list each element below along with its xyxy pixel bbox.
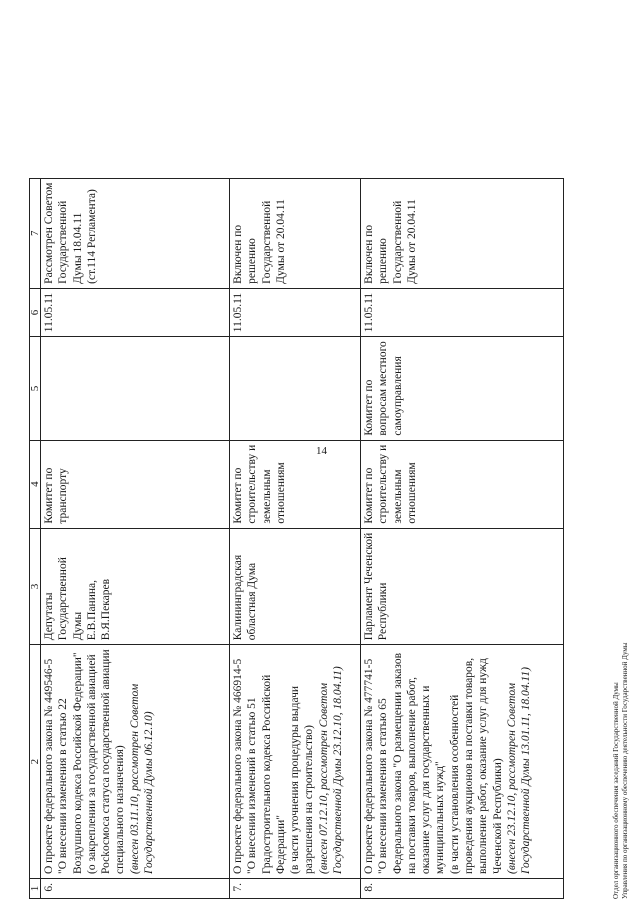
column-header: 7 [30,178,41,288]
table-row [230,178,361,898]
cell-line: Рассмотрен Советом [43,182,55,284]
cell-line: Государственной [57,200,70,284]
cell-line: О проекте федерального закона № 477741-5 [363,658,375,874]
author-cell [230,528,361,645]
footer-line: Управления по организационному обеспечению деятельности Государственной Думы [621,642,629,899]
cell-line: Государственной [391,200,404,284]
cell-line: Государственной [260,200,273,284]
cell-line: (в части установления особенностей [448,694,461,874]
cell-line: Комитет по [43,467,55,524]
date-cell: 11.05.11 [41,288,230,336]
committee-cell [361,440,564,528]
cell-line: выполнение работ, оказание услуг для нужд [477,658,490,874]
table-row [41,178,230,898]
footer-line: Отдел организационного обеспечения заседаний Государственной Думы [612,682,620,899]
committee-cell [230,440,361,528]
cell-line: (внесен 23.12.10, рассмотрен Советом [505,682,518,874]
co-committee-cell [230,337,361,440]
page-number: 14 [316,445,327,457]
row-number-cell: 8. [361,879,564,899]
cell-line: Комитет по [363,379,375,436]
date-cell: 11.05.11 [230,288,361,336]
cell-line: решению [246,238,259,284]
cell-line: Государственной Думы 13.01.11, 18.04.11) [520,667,533,874]
cell-line: Комитет по [232,467,244,524]
cell-line: О проекте федерального закона № 466914-5 [232,658,244,874]
cell-line: Федерального закона "О размещении заказов [391,652,404,874]
cell-line: (в части уточнения процедуры выдачи [289,685,302,874]
cell-line: Думы от 20.04.11 [405,199,418,284]
cell-line: Парламент Чеченской [363,532,375,641]
agenda-table [29,178,564,899]
cell-line: Включен по [232,224,244,284]
row-number-cell: 7. [230,879,361,899]
cell-line: (ст.114 Регламента) [85,189,98,284]
cell-line: проведения аукционов на поставки товаров, [463,657,476,874]
cell-line: Федерации" [274,814,287,874]
column-header: 2 [30,645,41,879]
cell-line: Думы [71,611,84,641]
cell-line: Комитет по [363,467,375,524]
cell-line: земельным [391,469,404,524]
cell-line: "О внесении изменения в статью 65 [377,698,390,874]
cell-line: отношениям [274,462,287,524]
cell-line: специального назначения) [114,745,127,874]
cell-line: вопросам местного [377,341,390,436]
column-header: 5 [30,337,41,440]
cell-line: Республики [377,582,390,641]
description-cell [230,645,361,879]
cell-line: (внесен 03.11.10, рассмотрен Советом [128,683,141,874]
cell-line: решению [377,238,390,284]
cell-line: "О внесении изменения в статью 22 [57,698,70,874]
author-cell [41,528,230,645]
cell-line: самоуправления [391,356,404,436]
description-cell [41,645,230,879]
cell-line: Депутаты [43,592,55,641]
cell-line: разрешения на строительство) [303,725,316,874]
cell-line: отношениям [405,462,418,524]
cell-line: Чеченской Республики) [491,758,504,874]
description-cell [361,645,564,879]
cell-line: Росkосмоса статуса государственной авиации [100,649,113,874]
note-cell [361,178,564,288]
cell-line: строительству и [377,444,390,524]
cell-line: транспорту [57,468,70,524]
cell-line: Думы 18.04.11 [71,212,84,284]
footer [612,643,630,899]
date-cell: 11.05.11 [361,288,564,336]
row-number-cell: 6. [41,879,230,899]
column-header: 1 [30,879,41,899]
column-header: 4 [30,440,41,528]
header-row [30,178,41,898]
cell-line: (внесен 07.12.10, рассмотрен Советом [317,682,330,874]
author-cell [361,528,564,645]
column-header: 3 [30,528,41,645]
cell-line: Государственной [57,557,70,641]
cell-line: оказание услуг для государственных и [420,685,433,874]
cell-line: Государственной Думы 06.12.10) [143,711,156,874]
cell-line: "О внесении изменений в статью 51 [246,697,259,874]
cell-line: В.Я.Пекарев [100,578,113,641]
cell-line: Думы от 20.04.11 [274,199,287,284]
cell-line: Воздушного кодекса Российской Федерации" [71,652,84,874]
cell-line: Градостроительного кодекса Российской [260,674,273,874]
co-committee-cell [361,337,564,440]
column-header: 6 [30,288,41,336]
note-cell [41,178,230,288]
cell-line: (о закреплении за государственной авиацией [85,654,98,874]
cell-line: Калининградская [232,554,244,641]
cell-line: областная Дума [246,562,259,641]
cell-line: земельным [260,469,273,524]
cell-line: на поставки товаров, выполнение работ, [405,677,418,874]
co-committee-cell [41,337,230,440]
committee-cell [41,440,230,528]
note-cell [230,178,361,288]
cell-line: Е.В.Панина, [85,580,98,641]
cell-line: О проекте федерального закона № 449546-5 [43,658,55,874]
table-row [361,178,564,898]
cell-line: строительству и [246,444,259,524]
cell-line: Включен по [363,224,375,284]
cell-line: Государственной Думы 23.12.10, 18.04.11) [332,666,345,874]
cell-line: муниципальных нужд" [434,761,447,874]
